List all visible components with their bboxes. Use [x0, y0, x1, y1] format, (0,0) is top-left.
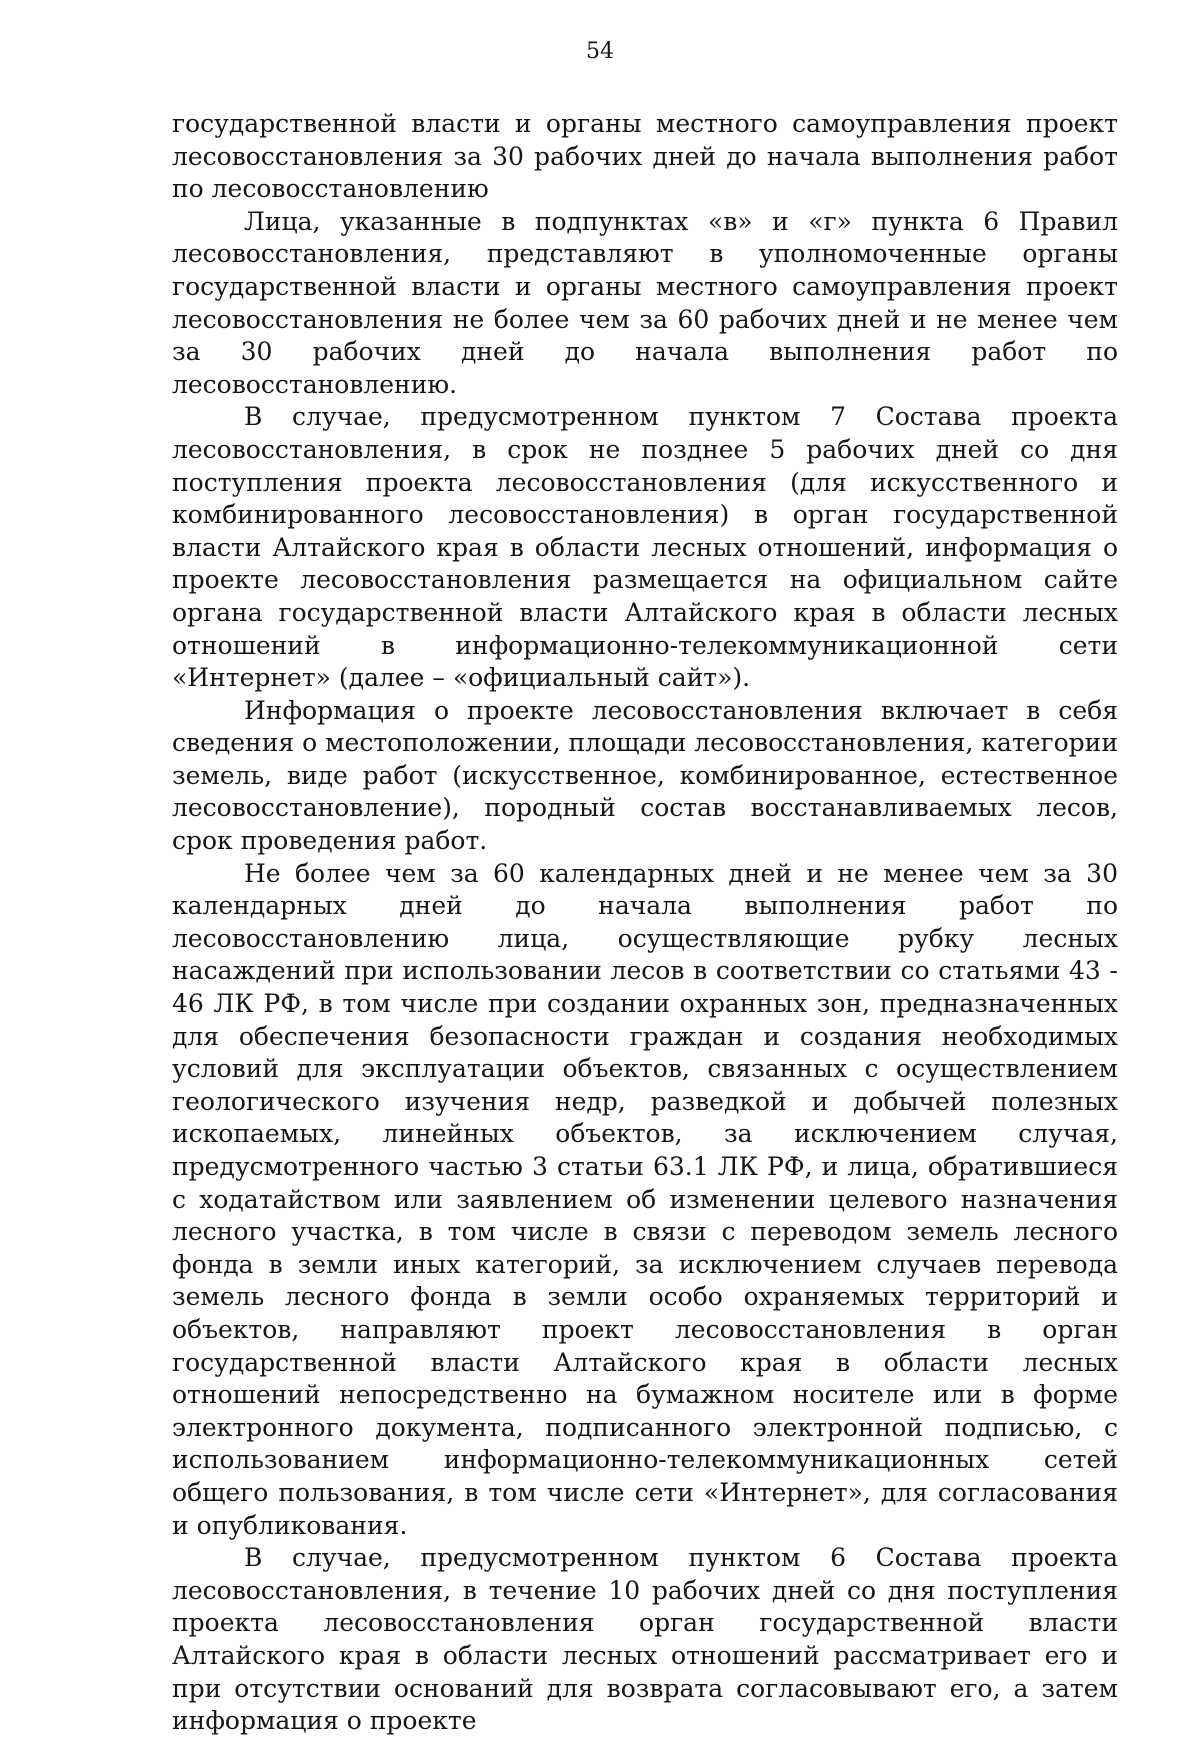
paragraph: Не более чем за 60 календарных дней и не менее чем за 30 календарных дней до начала выполнения работ по лесовосстановлению лица, осуществляющие рубку лесных насаждений при использовании лесов в соответствии со статьями 43 - 46 ЛК РФ, в том числе при создании охранных зон, предназначенных для обеспечения безопасности граждан и создания необходимых условий для эксплуатации объектов, связанных с осуществлением геологического изучения недр, разведкой и добычей полезных ископаемых, линейных объектов, за исключением случая, предусмотренного частью 3 статьи 63.1 ЛК РФ, и лица, обратившиеся с ходатайством или заявлением об изменении целевого назначения лесного участка, в том числе в связи с переводом земель лесного фонда в земли иных категорий, за исключением случаев перевода земель лесного фонда в земли особо охраняемых территорий и объектов, направляют проект лесовосстановления в орган государственной власти Алтайского края в области лесных отношений непосредственно на бумажном носителе или в форме электронного документа, подписанного электронной подписью, с использованием информационно-телекоммуникационных сетей общего пользования, в том числе сети «Интернет», для согласования и опубликования. — [172, 858, 1118, 1540]
paragraph: Лица, указанные в подпунктах «в» и «г» пункта 6 Правил лесовосстановления, представляют в уполномоченные органы государственной власти и органы местного самоуправления проект лесовосстановления не более чем за 60 рабочих дней и не менее чем за 30 рабочих дней до начала выполнения работ по лесовосстановлению. — [172, 206, 1118, 399]
paragraph: Информация о проекте лесовосстановления включает в себя сведения о местоположении, площади лесовосстановления, категории земель, виде работ (искусственное, комбинированное, естественное лесовосстановление), породный состав восстанавливаемых лесов, срок проведения работ. — [172, 695, 1118, 856]
paragraph: В случае, предусмотренном пунктом 7 Состава проекта лесовосстановления, в срок не позднее 5 рабочих дней со дня поступления проекта лесовосстановления (для искусственного и комбинированного лесовосстановления) в орган государственной власти Алтайского края в области лесных отношений, информация о проекте лесовосстановления размещается на официальном сайте органа государственной власти Алтайского края в области лесных отношений в информационно-телекоммуникационной сети «Интернет» (далее – «официальный сайт»). — [172, 402, 1118, 693]
document-body — [172, 108, 1118, 1738]
paragraph-last: В случае, предусмотренном пунктом 6 Состава проекта лесовосстановления, в течение 10 рабочих дней со дня поступления проекта лесовосстановления орган государственной власти Алтайского края в области лесных отношений рассматривает его и при отсутствии оснований для возврата согласовывают его, а затем информация о проекте — [172, 1543, 1118, 1736]
page-number: 54 — [586, 39, 614, 64]
paragraph-continued: государственной власти и органы местного самоуправления проект лесовосстановления за 30 рабочих дней до начала выполнения работ по лесовосстановлению — [172, 109, 1118, 204]
